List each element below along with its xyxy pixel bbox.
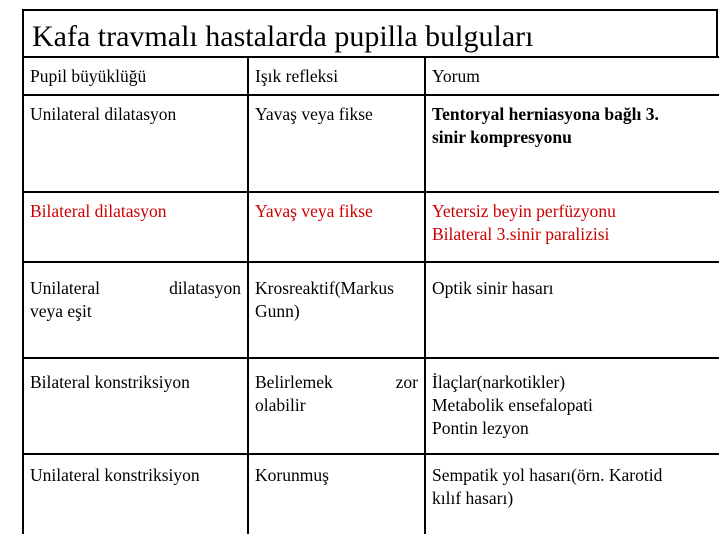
reflex-word: Belirlemek: [255, 372, 333, 392]
slide-title: Kafa travmalı hastalarda pupilla bulguları: [32, 20, 534, 53]
cell-light-reflex: Yavaş veya fikse: [248, 95, 425, 192]
table-header-row: [23, 57, 719, 95]
cell-pupil-size: Bilateral konstriksiyon: [23, 358, 248, 454]
reflex-line: olabilir: [255, 395, 306, 415]
cell-comment: [425, 454, 719, 534]
table-row: [23, 358, 719, 454]
header-light-reflex: Işık refleksi: [248, 57, 425, 95]
cell-comment: [425, 95, 719, 192]
comment-line: Metabolik ensefalopati: [432, 395, 593, 415]
header-comment: Yorum: [425, 57, 719, 95]
comment-line: kılıf hasarı): [432, 488, 514, 508]
cell-comment: [425, 262, 719, 358]
pupil-size-line: veya eşit: [30, 301, 92, 321]
table-row: [23, 262, 719, 358]
comment-line: Bilateral 3.sinir paralizisi: [432, 224, 610, 244]
pupil-size-word: dilatasyon: [169, 278, 241, 298]
reflex-line: [255, 371, 418, 394]
pupil-size-line: [30, 277, 241, 300]
reflex-word: zor: [395, 372, 418, 392]
comment-line: Tentoryal herniasyona bağlı 3.: [432, 104, 659, 124]
pupil-size-word: Unilateral: [30, 278, 100, 298]
comment-line: Pontin lezyon: [432, 418, 529, 438]
table-row: [23, 192, 719, 262]
pupil-findings-table: [22, 56, 719, 534]
cell-light-reflex: Yavaş veya fikse: [248, 192, 425, 262]
comment-line: Yetersiz beyin perfüzyonu: [432, 201, 616, 221]
table-row: [23, 454, 719, 534]
comment-line: İlaçlar(narkotikler): [432, 372, 566, 392]
cell-pupil-size: Unilateral konstriksiyon: [23, 454, 248, 534]
cell-light-reflex: Korunmuş: [248, 454, 425, 534]
title-box: [22, 9, 718, 58]
cell-comment: [425, 192, 719, 262]
table-row: [23, 95, 719, 192]
cell-pupil-size: Unilateral dilatasyon: [23, 95, 248, 192]
cell-light-reflex: [248, 358, 425, 454]
reflex-line: Krosreaktif(Markus: [255, 278, 394, 298]
comment-line: Optik sinir hasarı: [432, 278, 554, 298]
comment-line: sinir kompresyonu: [432, 127, 572, 147]
comment-line: Sempatik yol hasarı(örn. Karotid: [432, 465, 663, 485]
header-pupil-size: Pupil büyüklüğü: [23, 57, 248, 95]
cell-pupil-size: Bilateral dilatasyon: [23, 192, 248, 262]
cell-comment: [425, 358, 719, 454]
cell-pupil-size: [23, 262, 248, 358]
reflex-line: Gunn): [255, 301, 300, 321]
cell-light-reflex: [248, 262, 425, 358]
